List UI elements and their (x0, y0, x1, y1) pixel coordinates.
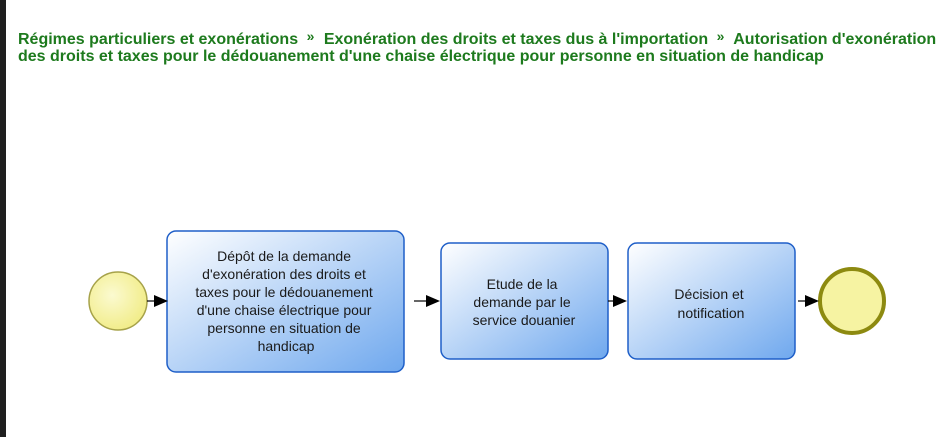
task-label-line: Etude de la (486, 276, 558, 292)
breadcrumb-separator-icon: » (306, 28, 315, 44)
breadcrumb-separator-icon: » (716, 28, 725, 44)
flow-arrow-step1-to-step2 (414, 295, 440, 307)
flow-arrow-start-to-step1 (147, 295, 168, 307)
task-label-line: notification (677, 305, 745, 321)
task-label-line: service douanier (472, 312, 576, 328)
task-label-line: personne en situation de (207, 320, 361, 336)
end-event (820, 269, 884, 333)
start-event (89, 272, 147, 330)
flow-arrow-step2-to-step3 (608, 295, 627, 307)
task-label-line: demande par le (473, 294, 571, 310)
task-label-line: d'exonération des droits et (202, 266, 366, 282)
task-label-line: Décision et (674, 286, 744, 302)
task-label-etude-demande (473, 276, 576, 328)
task-label-line: d'une chaise électrique pour (196, 302, 372, 318)
flow-arrow-step3-to-end (798, 295, 819, 307)
task-label-line: taxes pour le dédouanement (195, 284, 373, 300)
breadcrumb-item-regimes[interactable]: Régimes particuliers et exonérations (18, 31, 299, 48)
task-label-line: handicap (257, 338, 315, 354)
task-label-line: Dépôt de la demande (217, 248, 351, 264)
breadcrumb-item-current: Autorisation d'exonération des droits et taxes pour le dédouanement d'une chaise électrique pour personne en situation de handicap (18, 31, 937, 65)
breadcrumb-item-exoneration[interactable]: Exonération des droits et taxes dus à l'importation (323, 31, 709, 48)
